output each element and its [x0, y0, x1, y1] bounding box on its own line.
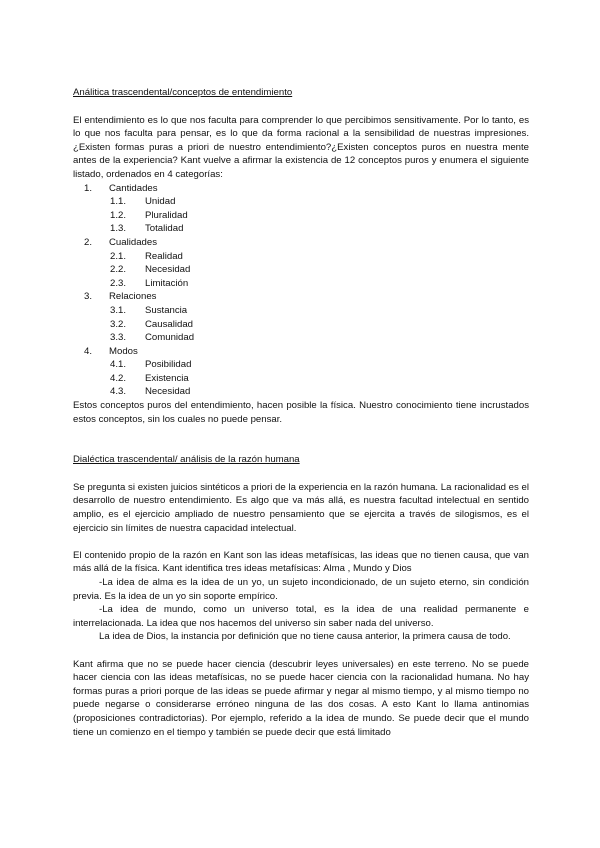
subcategory-label: Necesidad [145, 264, 191, 276]
subcategory-number: 1.3. [110, 223, 127, 235]
subcategory-label: Comunidad [145, 332, 195, 344]
category-item [73, 290, 529, 304]
subcategory-item [73, 318, 529, 332]
subcategory-item [73, 358, 529, 372]
category-item [73, 236, 529, 250]
subcategory-item [73, 304, 529, 318]
subcategory-label: Pluralidad [145, 209, 188, 221]
subcategory-number: 4.1. [110, 359, 127, 371]
subcategory-label: Unidad [145, 196, 176, 208]
category-item [73, 182, 529, 196]
category-item [73, 345, 529, 359]
subcategory-item [73, 277, 529, 291]
subcategory-number: 3.1. [110, 304, 127, 316]
category-label: Cantidades [109, 182, 158, 194]
subcategory-number: 2.2. [110, 264, 127, 276]
subcategory-number: 4.2. [110, 372, 127, 384]
paragraph-ideas-metafisicas: El contenido propio de la razón en Kant son las ideas metafísicas, las ideas que no tienen causa, que van más allá de la física. Kant identifica tres ideas metafísicas: Alma , Mundo y Dios [73, 549, 529, 575]
category-label: Relaciones [109, 291, 157, 303]
subcategory-label: Realidad [145, 250, 183, 262]
subcategory-label: Limitación [145, 277, 189, 289]
subcategory-item [73, 222, 529, 236]
subcategory-item [73, 385, 529, 399]
subcategory-label: Necesidad [145, 386, 191, 398]
paragraph-antinomias: Kant afirma que no se puede hacer ciencia (descubrir leyes universales) en este terreno. No se puede hacer ciencia con las ideas metafísicas, no se puede hacer ciencia con la racionalidad humana. No hay formas puras a priori porque de las ideas se puede afirmar y negar al mismo tiempo, y al mismo tiempo no puede negarse o considerarse erróneo ninguna de las dos cosas. A esto Kant lo llama antinomias (proposiciones contradictorias). Por ejemplo, referido a la idea de mundo. Se puede decir que el mundo tiene un comienzo en el tiempo y también se puede decir que está limitado [73, 658, 529, 738]
paragraph-entendimiento: El entendimiento es lo que nos faculta para comprender lo que percibimos sensitivamente. Por lo tanto, es lo que nos faculta para pensar, es lo que da forma racional a la sensibilidad de nuestras impresiones. ¿Existen formas puras a priori de nuestro entendimiento?¿Existen conceptos puros en nuestra mente antes de la experiencia? Kant vuelve a afirmar la existencia de 12 conceptos puros y enumera el siguiente listado, ordenados en 4 categorías: [73, 114, 529, 180]
subcategory-label: Sustancia [145, 304, 188, 316]
subcategory-item [73, 372, 529, 386]
subcategory-label: Posibilidad [145, 359, 192, 371]
paragraph-idea-alma: -La idea de alma es la idea de un yo, un sujeto incondicionado, de un sujeto eterno, sin condición previa. Es la idea de un yo sin soporte empírico. [73, 577, 529, 602]
category-number: 3. [84, 291, 93, 303]
subcategory-number: 2.1. [110, 250, 127, 262]
subcategory-number: 3.3. [110, 332, 127, 344]
subcategory-number: 2.3. [110, 277, 127, 289]
subcategory-label: Totalidad [145, 223, 184, 235]
paragraph-idea-mundo: -La idea de mundo, como un universo total, es la idea de una realidad permanente e interrelacionada. La idea que nos hacemos del universo sin saber nada del universo. [73, 604, 529, 629]
paragraph-spacer [73, 644, 529, 658]
paragraph-idea-dios: La idea de Dios, la instancia por definición que no tiene causa anterior, la primera causa de todo. [99, 631, 511, 643]
subcategory-item [73, 331, 529, 345]
category-number: 2. [84, 236, 93, 248]
subcategory-item [73, 263, 529, 277]
subcategory-item [73, 250, 529, 264]
subcategory-number: 1.1. [110, 196, 127, 208]
subcategory-item [73, 209, 529, 223]
document-body [73, 86, 529, 739]
categories-list [73, 182, 529, 400]
subcategory-number: 4.3. [110, 386, 127, 398]
subcategory-number: 3.2. [110, 318, 127, 330]
category-label: Modos [109, 345, 138, 357]
category-label: Cualidades [109, 236, 158, 248]
section-heading-analitica: Análitica trascendental/conceptos de entendimiento [73, 87, 293, 98]
category-number: 1. [84, 182, 93, 194]
paragraph-conceptos-puros: Estos conceptos puros del entendimiento, hacen posible la física. Nuestro conocimiento tiene incrustados estos conceptos, sin los cuales no puede pensar. [73, 400, 529, 425]
section-spacer [73, 426, 529, 453]
paragraph-spacer [73, 535, 529, 549]
subcategory-item [73, 195, 529, 209]
paragraph-razon-humana: Se pregunta si existen juicios sintéticos a priori de la experiencia en la razón humana. La racionalidad es el desarrollo de nuestro entendimiento. Es algo que va más allá, es nuestra facultad intelectual en sentido amplio, es el ejercicio ampliado de nuestro pensamiento que se ejercita a través de silogismos, es el ejercicio sin límites de nuestra capacidad intelectual. [73, 481, 529, 534]
subcategory-label: Existencia [145, 372, 189, 384]
section-heading-dialectica: Dialéctica trascendental/ análisis de la razón humana [73, 454, 300, 466]
category-number: 4. [84, 345, 93, 357]
subcategory-label: Causalidad [145, 318, 194, 330]
subcategory-number: 1.2. [110, 209, 127, 221]
